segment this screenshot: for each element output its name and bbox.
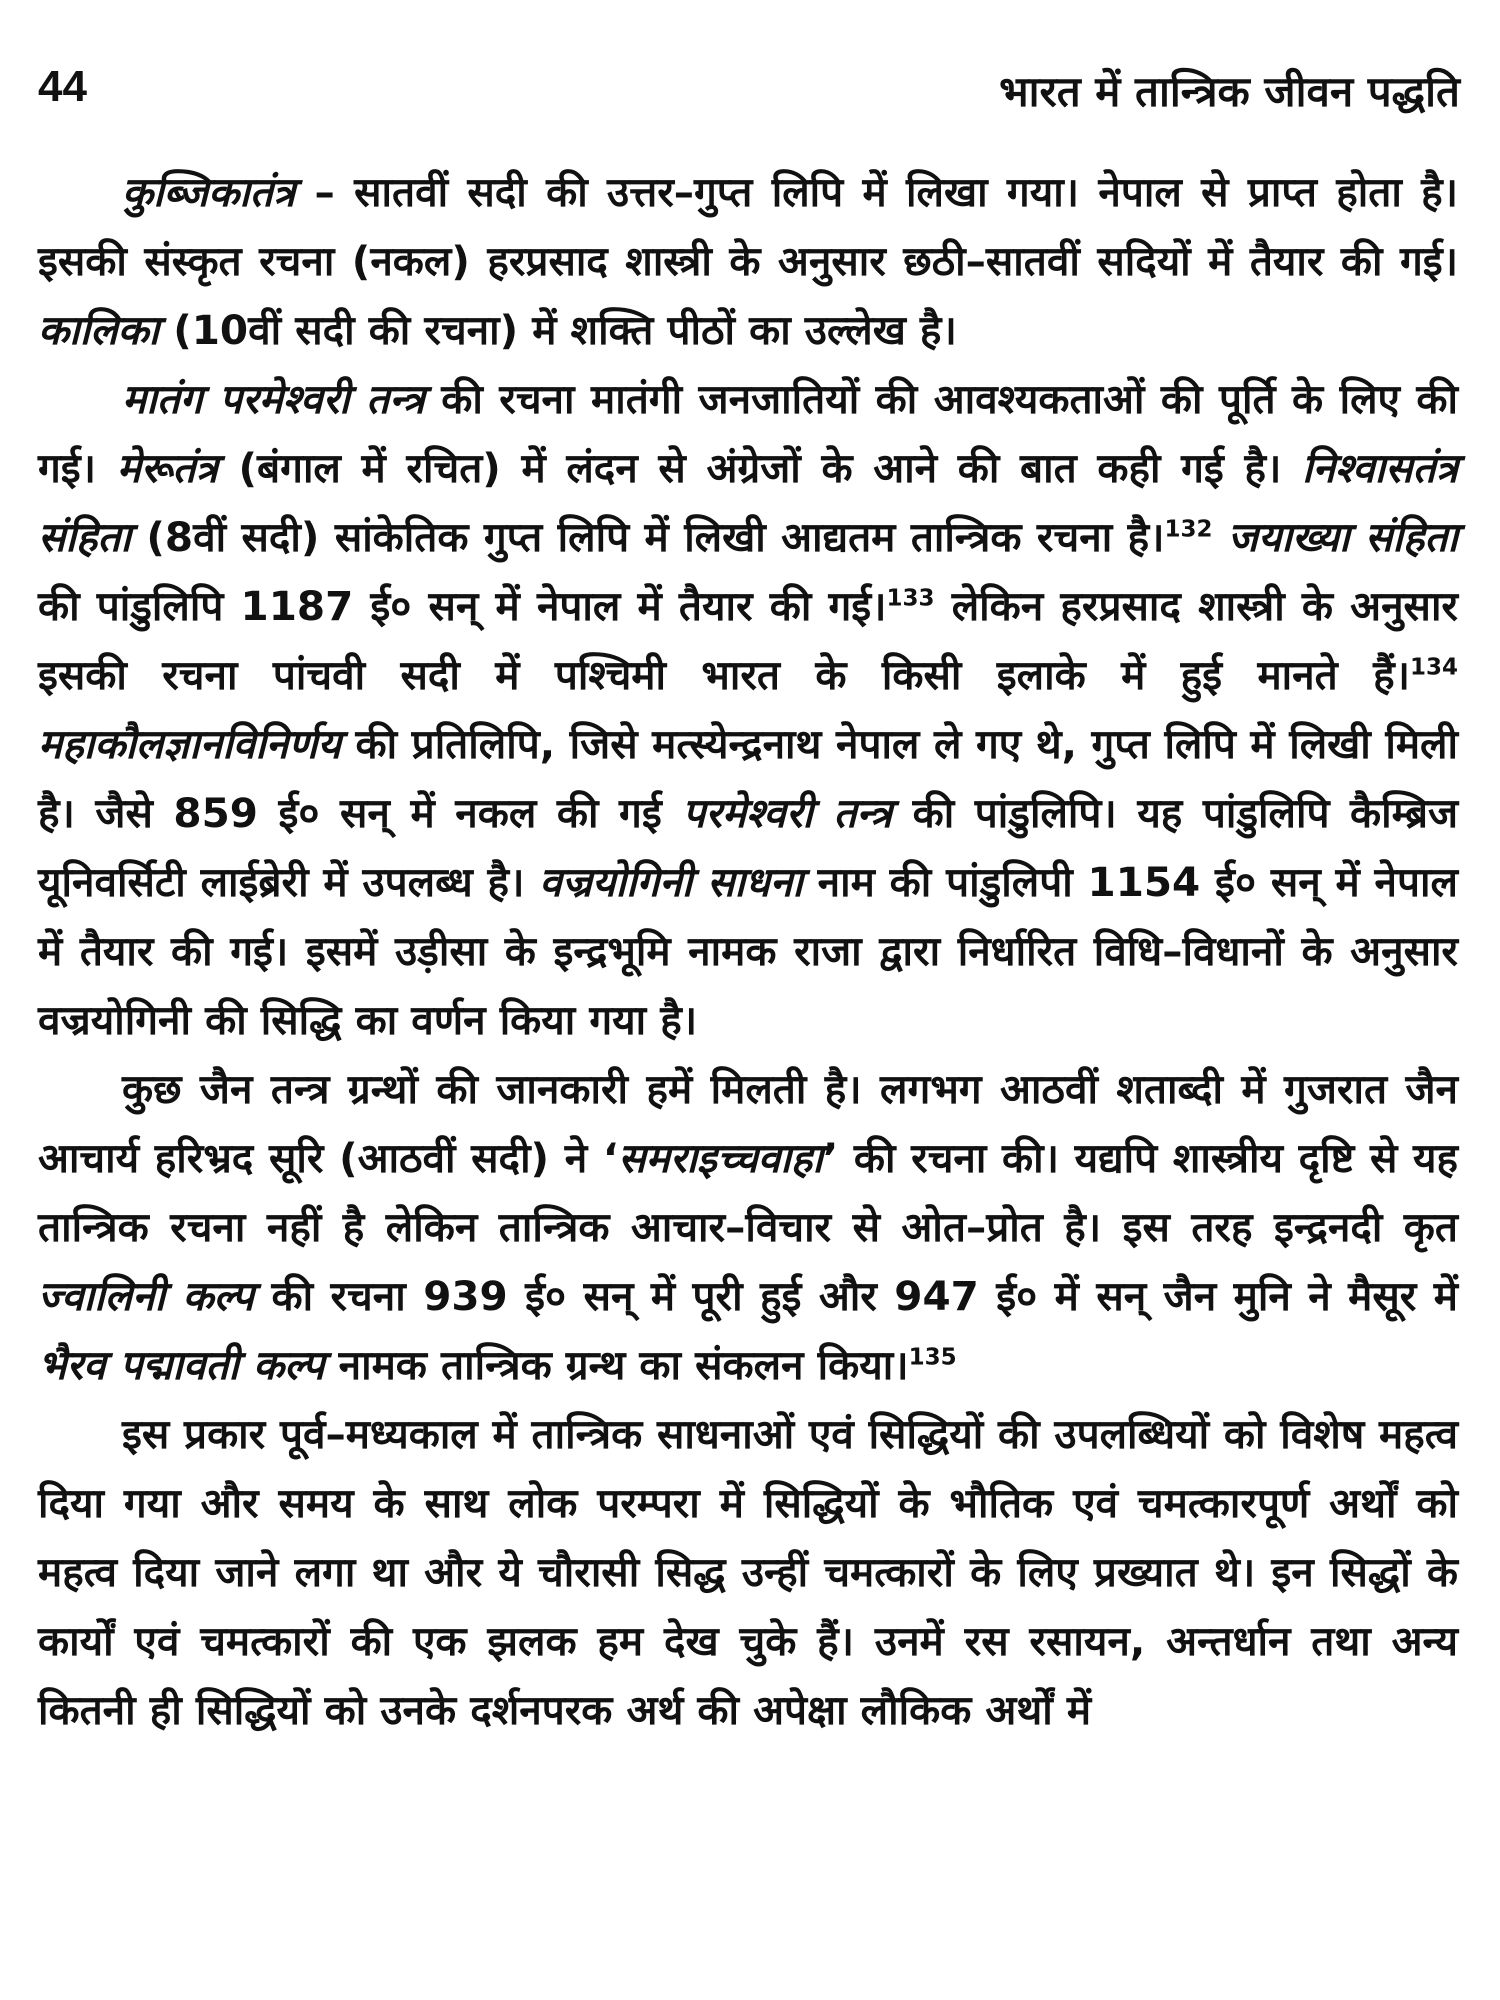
body-text <box>38 158 1458 1745</box>
running-title: भारत में तान्त्रिक जीवन पद्धति <box>999 67 1460 116</box>
footnote-marker: 135 <box>908 1344 957 1371</box>
text-run <box>1212 513 1227 561</box>
italic-title: निश्वासतंत्र संहिता <box>38 444 1458 561</box>
paragraph <box>38 1055 1458 1400</box>
text-run: इस प्रकार पूर्व–मध्यकाल में तान्त्रिक साधनाओं एवं सिद्धियों की उपलब्धियों को विशेष महत्व दिया गया और समय के साथ लोक परम्परा में सिद्धियों के भौतिक एवं चमत्कारपूर्ण अर्थों को महत्व दिया जाने लगा था और ये चौरासी सिद्ध उन्हीं चमत्कारों के लिए प्रख्यात थे। इन सिद्धों के कार्यों एवं चमत्कारों की एक झलक हम देख चुके हैं। उनमें रस रसायन, अन्तर्धान तथा अन्य कितनी ही सिद्धियों को उनके दर्शनपरक अर्थ की अपेक्षा लौकिक अर्थों में <box>38 1410 1458 1734</box>
text-run: लेकिन हरप्रसाद शास्त्री के अनुसार इसकी रचना पांचवी सदी में पश्चिमी भारत के किसी इलाके में हुई मानते हैं। <box>38 582 1458 699</box>
italic-title: जयाख्या संहिता <box>1227 513 1458 561</box>
italic-title: महाकौलज्ञानविनिर्णय <box>38 720 341 768</box>
italic-title: कुब्जिकातंत्र <box>122 168 296 216</box>
italic-title: परमेश्वरी तन्त्र <box>682 789 893 837</box>
italic-title: समराइच्चवाहा <box>618 1134 823 1182</box>
text-run: की रचना 939 ई० सन् में पूरी हुई और 947 ई० में सन् जैन मुनि ने मैसूर में <box>254 1272 1458 1320</box>
text-run: ’ की रचना की। यद्यपि शास्त्रीय दृष्टि से यह तान्त्रिक रचना नहीं है लेकिन तान्त्रिक आचार–विचार से ओत–प्रोत है। इस तरह इन्द्रनदी कृत <box>38 1134 1459 1251</box>
text-run: (बंगाल में रचित) में लंदन से अंग्रेजों के आने की बात कही गई है। <box>217 444 1302 492</box>
text-run: की रचना मातंगी जनजातियों की आवश्यकताओं की पूर्ति के लिए की गई। <box>38 375 1458 492</box>
italic-title: कालिका <box>38 306 160 354</box>
italic-title: मातंग परमेश्वरी तन्त्र <box>122 375 425 423</box>
paragraph <box>38 1400 1458 1745</box>
page-number: 44 <box>38 62 87 111</box>
italic-title: भैरव पद्मावती कल्प <box>38 1341 325 1389</box>
footnote-marker: 132 <box>1164 516 1213 543</box>
paragraph <box>38 158 1458 365</box>
text-run: की पांडुलिपि 1187 ई० सन् में नेपाल में तैयार की गई। <box>38 582 887 630</box>
text-run: – सातवीं सदी की उत्तर–गुप्त लिपि में लिखा गया। नेपाल से प्राप्त होता है। इसकी संस्कृत रचना (नकल) हरप्रसाद शास्त्री के अनुसार छठी–सातवीं सदियों में तैयार की गई। <box>38 168 1458 285</box>
text-run: की प्रतिलिपि, जिसे मत्स्येन्द्रनाथ नेपाल ले गए थे, गुप्त लिपि में लिखी मिली है। जैसे 859 ई० सन् में नकल की गई <box>38 720 1458 837</box>
text-run: (10वीं सदी की रचना) में शक्ति पीठों का उल्लेख है। <box>159 306 957 354</box>
text-run: (8वीं सदी) सांकेतिक गुप्त लिपि में लिखी आद्यतम तान्त्रिक रचना है। <box>130 513 1165 561</box>
page-header <box>38 62 1460 122</box>
text-run: की पांडुलिपि। यह पांडुलिपि कैम्ब्रिज यूनिवर्सिटी लाईब्रेरी में उपलब्ध है। <box>38 789 1458 906</box>
italic-title: मेरूतंत्र <box>116 444 218 492</box>
footnote-marker: 133 <box>886 585 935 612</box>
italic-title: वज्रयोगिनी साधना <box>539 858 803 906</box>
text-run: नामक तान्त्रिक ग्रन्थ का संकलन किया। <box>324 1341 909 1389</box>
italic-title: ज्वालिनी कल्प <box>38 1272 255 1320</box>
text-run: नाम की पांडुलिपी 1154 ई० सन् में नेपाल में तैयार की गई। इसमें उड़ीसा के इन्द्रभूमि नामक राजा द्वारा निर्धारित विधि–विधानों के अनुसार वज्रयोगिनी की सिद्धि का वर्णन किया गया है। <box>38 858 1458 1044</box>
paragraph <box>38 365 1458 1055</box>
text-run: कुछ जैन तन्त्र ग्रन्थों की जानकारी हमें मिलती है। लगभग आठवीं शताब्दी में गुजरात जैन आचार्य हरिभ्रद सूरि (आठवीं सदी) ने ‘ <box>38 1065 1458 1182</box>
footnote-marker: 134 <box>1409 654 1458 681</box>
